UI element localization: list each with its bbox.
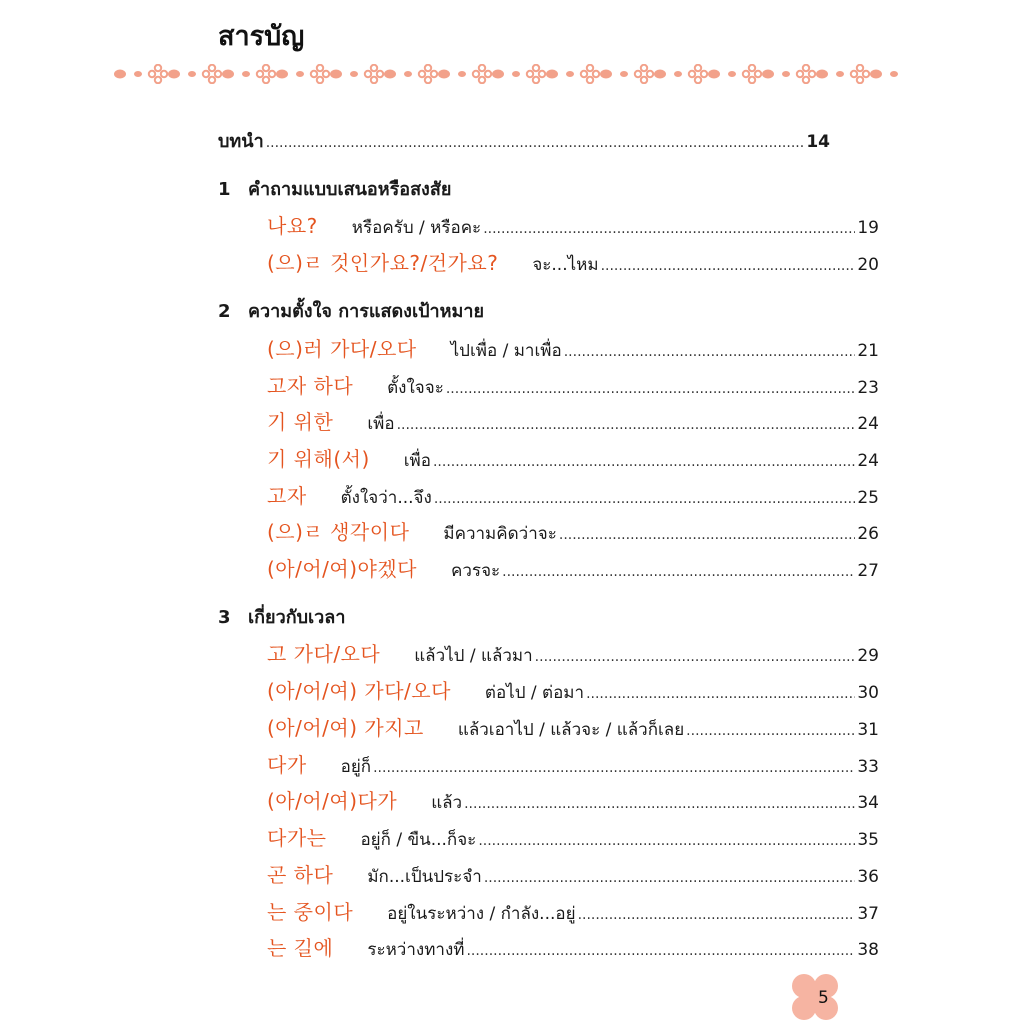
korean-grammar-pattern: (으)러 가다/오다	[267, 337, 417, 361]
toc-entry[interactable]	[218, 553, 879, 584]
dot-leader	[464, 796, 855, 812]
dot-leader	[478, 833, 855, 849]
toc-page-number: 26	[857, 524, 879, 544]
toc-entry[interactable]	[218, 443, 879, 474]
dot-leader	[446, 381, 856, 397]
toc-page-number: 29	[857, 646, 879, 666]
dot-leader	[433, 454, 855, 470]
page-number: 5	[818, 988, 829, 1008]
thai-meaning: เพื่อ	[367, 414, 395, 434]
toc-page-number: 20	[857, 255, 879, 275]
section-number: 3	[218, 607, 231, 628]
thai-meaning: มัก...เป็นประจำ	[367, 867, 482, 887]
section-header	[218, 296, 484, 325]
dot-leader	[564, 344, 856, 360]
thai-meaning: ตั้งใจจะ	[387, 378, 444, 398]
dot-leader	[483, 221, 855, 237]
toc-entry[interactable]	[218, 675, 879, 706]
toc-intro-row[interactable]	[218, 126, 830, 155]
toc-entry[interactable]	[218, 712, 879, 743]
thai-meaning: จะ...ไหม	[532, 255, 599, 275]
dot-leader	[586, 686, 855, 702]
korean-grammar-pattern: 고자 하다	[267, 374, 354, 398]
toc-entry[interactable]	[218, 638, 879, 669]
korean-grammar-pattern: (아/어/여) 가지고	[267, 716, 424, 740]
toc-entry[interactable]	[218, 822, 879, 853]
toc-page-number: 33	[857, 757, 879, 777]
toc-page-number: 23	[857, 378, 879, 398]
section-header	[218, 174, 451, 203]
thai-meaning: ควรจะ	[451, 561, 501, 581]
dot-leader	[266, 135, 805, 151]
korean-grammar-pattern: 기 위해(서)	[267, 447, 370, 471]
toc-entry[interactable]	[218, 210, 879, 241]
section-title: คำถามแบบเสนอหรือสงสัย	[248, 179, 452, 200]
section-number: 2	[218, 301, 231, 322]
toc-page-number: 35	[857, 830, 879, 850]
decorative-ornament-border	[112, 64, 912, 84]
toc-entry[interactable]	[218, 896, 879, 927]
toc-page-number: 30	[857, 683, 879, 703]
toc-page-number: 34	[857, 793, 879, 813]
thai-meaning: แล้วไป / แล้วมา	[414, 646, 533, 666]
toc-entry[interactable]	[218, 785, 879, 816]
korean-grammar-pattern: (아/어/여)다가	[267, 789, 398, 813]
toc-page-number: 27	[857, 561, 879, 581]
korean-grammar-pattern: (아/어/여)야겠다	[267, 557, 418, 581]
toc-entry[interactable]	[218, 406, 879, 437]
korean-grammar-pattern: 고자	[267, 484, 307, 508]
korean-grammar-pattern: 기 위한	[267, 410, 334, 434]
dot-leader	[434, 491, 856, 507]
toc-page-number: 19	[857, 218, 879, 238]
toc-intro-label: บทนำ	[218, 131, 264, 152]
korean-grammar-pattern: (으)ㄹ 것인가요?/건가요?	[267, 251, 499, 275]
thai-meaning: ต่อไป / ต่อมา	[484, 683, 585, 703]
toc-page-number: 36	[857, 867, 879, 887]
toc-entry[interactable]	[218, 932, 879, 963]
toc-entry[interactable]	[218, 247, 879, 278]
toc-page-number: 37	[857, 904, 879, 924]
toc-entry[interactable]	[218, 333, 879, 364]
toc-entry[interactable]	[218, 749, 879, 780]
dot-leader	[601, 258, 856, 274]
korean-grammar-pattern: 다가는	[267, 826, 327, 850]
dot-leader	[466, 943, 855, 959]
toc-page-number: 21	[857, 341, 879, 361]
toc-page-number: 31	[857, 720, 879, 740]
thai-meaning: อยู่ก็ / ขืน...ก็จะ	[360, 830, 477, 850]
korean-grammar-pattern: 고 가다/오다	[267, 642, 381, 666]
dot-leader	[373, 760, 855, 776]
korean-grammar-pattern: 다가	[267, 753, 307, 777]
korean-grammar-pattern: 곤 하다	[267, 863, 334, 887]
dot-leader	[578, 907, 856, 923]
dot-leader	[535, 649, 856, 665]
dot-leader	[502, 564, 855, 580]
thai-meaning: อยู่ในระหว่าง / กำลัง...อยู่	[387, 904, 576, 924]
toc-entry[interactable]	[218, 480, 879, 511]
toc-page-number: 25	[857, 488, 879, 508]
toc-entry[interactable]	[218, 516, 879, 547]
toc-entry[interactable]	[218, 859, 879, 890]
korean-grammar-pattern: (으)ㄹ 생각이다	[267, 520, 410, 544]
thai-meaning: ไปเพื่อ / มาเพื่อ	[450, 341, 562, 361]
korean-grammar-pattern: (아/어/여) 가다/오다	[267, 679, 451, 703]
thai-meaning: แล้ว	[431, 793, 463, 813]
section-title: ความตั้งใจ การแสดงเป้าหมาย	[248, 301, 485, 322]
korean-grammar-pattern: 는 길에	[267, 936, 334, 960]
flower-icon	[788, 970, 842, 1024]
dot-leader	[686, 723, 855, 739]
dot-leader	[397, 417, 856, 433]
thai-meaning: อยู่ก็	[340, 757, 372, 777]
section-title: เกี่ยวกับเวลา	[248, 607, 346, 628]
thai-meaning: แล้วเอาไป / แล้วจะ / แล้วก็เลย	[457, 720, 685, 740]
section-header	[218, 602, 345, 631]
toc-entry[interactable]	[218, 370, 879, 401]
toc-page-number: 24	[857, 451, 879, 471]
dot-leader	[559, 527, 855, 543]
thai-meaning: มีความคิดว่าจะ	[443, 524, 557, 544]
dot-leader	[484, 870, 856, 886]
korean-grammar-pattern: 나요?	[267, 214, 318, 238]
page-title: สารบัญ	[218, 21, 305, 52]
thai-meaning: ตั้งใจว่า...จึง	[340, 488, 432, 508]
thai-meaning: หรือครับ / หรือคะ	[351, 218, 482, 238]
toc-page-number: 14	[806, 132, 830, 152]
korean-grammar-pattern: 는 중이다	[267, 900, 354, 924]
thai-meaning: เพื่อ	[403, 451, 431, 471]
toc-page-number: 38	[857, 940, 879, 960]
toc-page-number: 24	[857, 414, 879, 434]
thai-meaning: ระหว่างทางที่	[367, 940, 465, 960]
section-number: 1	[218, 179, 231, 200]
